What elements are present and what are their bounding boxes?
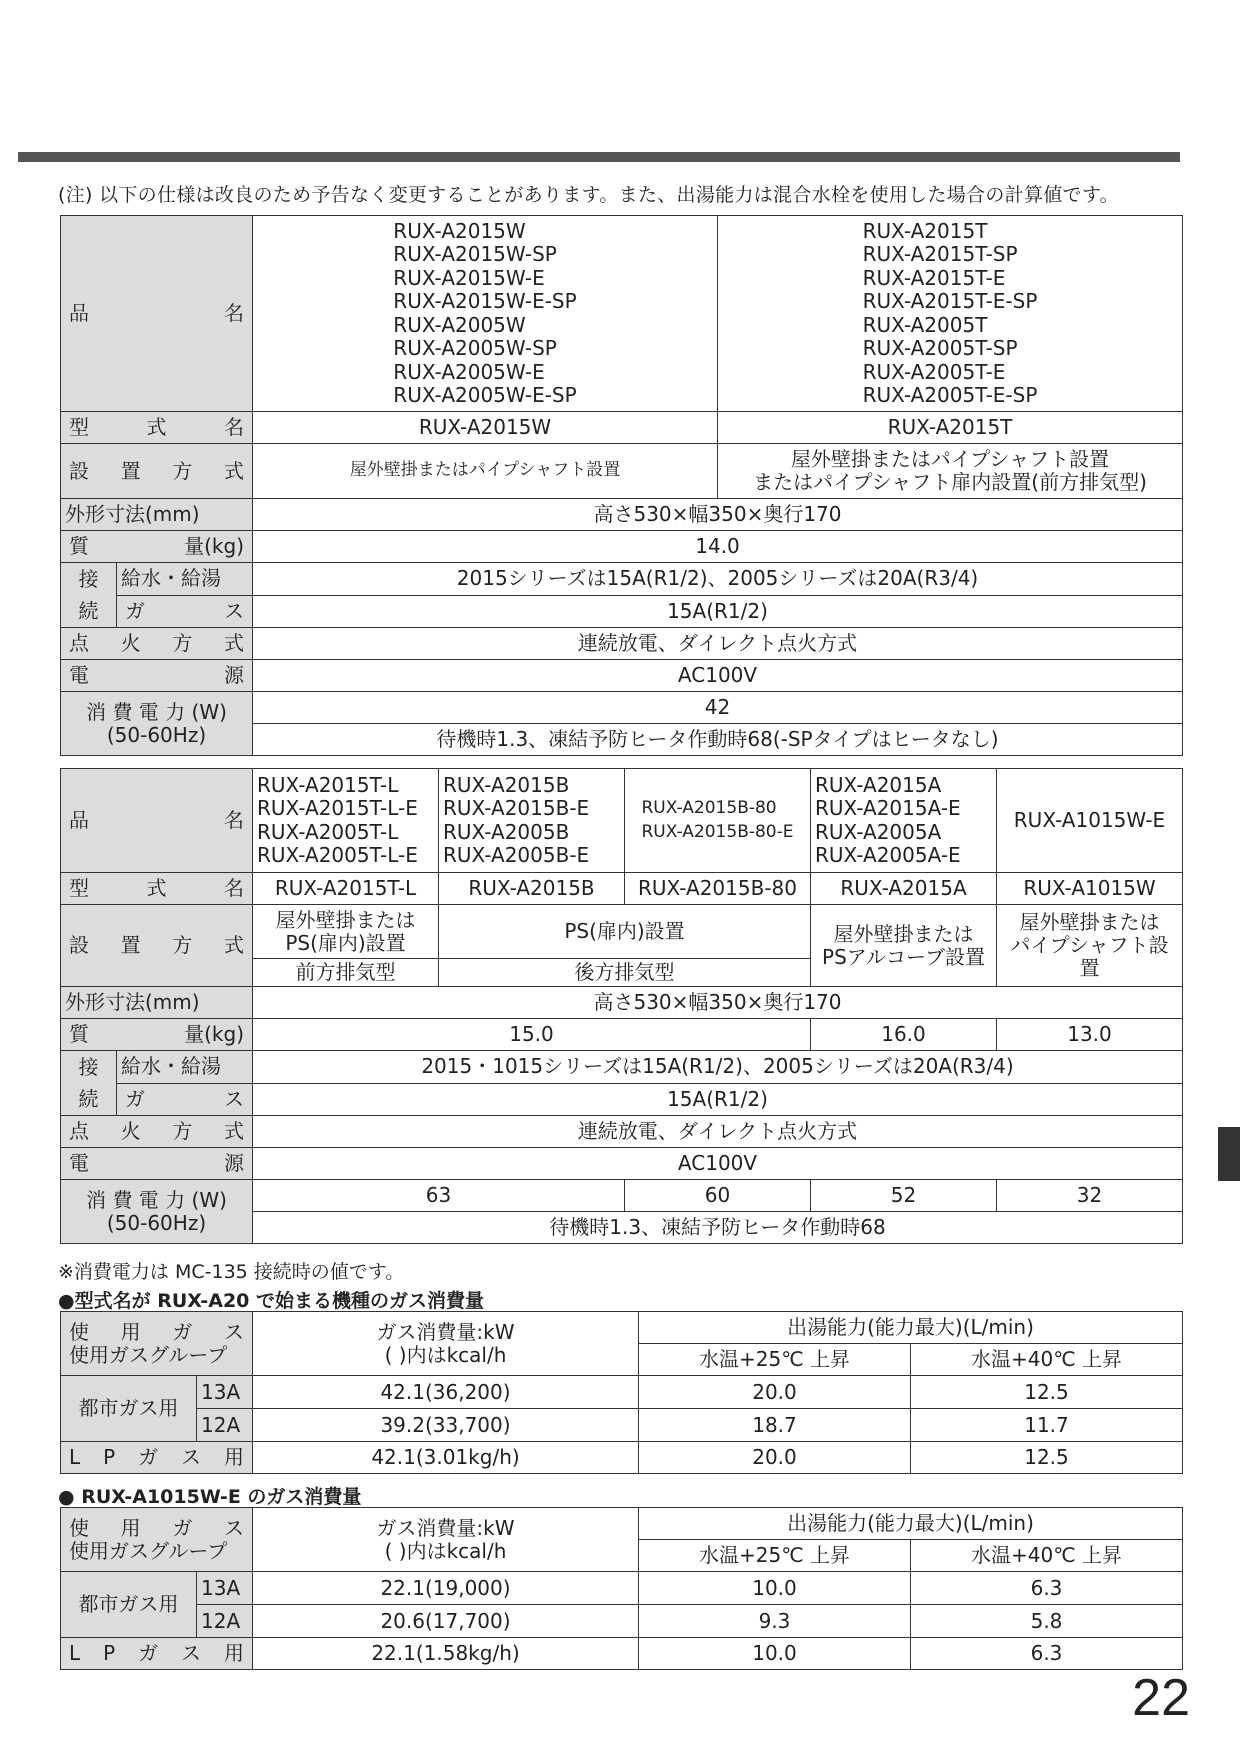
power-source: AC100V bbox=[253, 660, 1183, 692]
label-gas-consumption: ガス消費量:kW ( )内はkcal/h bbox=[253, 1312, 639, 1376]
model-list-t-l bbox=[253, 769, 439, 873]
label-rise-25: 水温+25℃ 上昇 bbox=[639, 1540, 911, 1572]
output-25: 18.7 bbox=[639, 1409, 911, 1442]
output-40: 12.5 bbox=[911, 1376, 1183, 1409]
label-lp-gas: L P ガ ス 用 bbox=[61, 1638, 253, 1670]
label-install: 設 置 方 式 bbox=[61, 905, 253, 987]
model-name: RUX-A2005A bbox=[815, 819, 942, 844]
type-w: RUX-A2015W bbox=[253, 412, 718, 444]
label-install: 設 置 方 式 bbox=[61, 444, 253, 499]
model-name: RUX-A2015T-E bbox=[862, 265, 1006, 290]
model-name: RUX-A2015T bbox=[862, 218, 988, 243]
output-25: 20.0 bbox=[639, 1442, 911, 1474]
model-name: RUX-A2005T-E-SP bbox=[862, 383, 1038, 407]
consumption-2: 60 bbox=[625, 1180, 811, 1212]
label-ignition: 点 火 方 式 bbox=[61, 628, 253, 660]
label-product-name: 品 名 bbox=[61, 769, 253, 873]
footnote: ※消費電力は MC-135 接続時の値です。 bbox=[58, 1261, 405, 1283]
output-25: 9.3 bbox=[639, 1605, 911, 1638]
label-lp-gas: L P ガ ス 用 bbox=[61, 1442, 253, 1474]
exhaust-front: 前方排気型 bbox=[253, 959, 439, 987]
model-list-b bbox=[439, 769, 625, 873]
page-number: 22 bbox=[1132, 1669, 1190, 1727]
model-name: RUX-A2005W bbox=[393, 312, 526, 337]
gas-consumption: 22.1(1.58kg/h) bbox=[253, 1638, 639, 1670]
power-source: AC100V bbox=[253, 1148, 1183, 1180]
standby-consumption: 待機時1.3、凍結予防ヒータ作動時68(-SPタイプはヒータなし) bbox=[253, 724, 1183, 756]
model-name: RUX-A2005T bbox=[862, 312, 988, 337]
model-list-t bbox=[718, 216, 1183, 412]
consumption-3: 52 bbox=[811, 1180, 997, 1212]
label-hot-water-output: 出湯能力(能力最大)(L/min) bbox=[639, 1312, 1183, 1344]
consumption-1: 63 bbox=[253, 1180, 625, 1212]
model-name: RUX-A2015W bbox=[393, 218, 526, 243]
model-name: RUX-A2015W-E bbox=[393, 265, 545, 290]
type-t: RUX-A2015T bbox=[718, 412, 1183, 444]
install-t-l: 屋外壁掛または PS(扉内)設置 bbox=[253, 905, 439, 959]
label-rise-40: 水温+40℃ 上昇 bbox=[911, 1540, 1183, 1572]
consumption-4: 32 bbox=[997, 1180, 1183, 1212]
type-1015: RUX-A1015W bbox=[997, 873, 1183, 905]
output-25: 20.0 bbox=[639, 1376, 911, 1409]
gas-connection: 15A(R1/2) bbox=[253, 1083, 1183, 1116]
label-power: 電 源 bbox=[61, 660, 253, 692]
label-gas-consumption: ガス消費量:kW ( )内はkcal/h bbox=[253, 1508, 639, 1572]
gas-consumption: 22.1(19,000) bbox=[253, 1572, 639, 1605]
standby-consumption: 待機時1.3、凍結予防ヒータ作動時68 bbox=[253, 1212, 1183, 1244]
gas-consumption: 42.1(3.01kg/h) bbox=[253, 1442, 639, 1474]
label-water: 給水・給湯 bbox=[117, 563, 253, 596]
label-gas-group: 使 用 ガ ス 使用ガスグループ bbox=[61, 1312, 253, 1376]
top-rule bbox=[18, 152, 1180, 162]
mass: 14.0 bbox=[253, 531, 1183, 563]
grade-12a: 12A bbox=[197, 1605, 253, 1638]
model-name: RUX-A2015B-80-E bbox=[641, 821, 794, 842]
label-dimensions: 外形寸法(mm) bbox=[61, 987, 253, 1019]
model-name: RUX-A2005T-E bbox=[862, 359, 1006, 384]
gas-table-1-heading: ●型式名が RUX-A20 で始まる機種のガス消費量 bbox=[58, 1290, 484, 1312]
label-dimensions: 外形寸法(mm) bbox=[61, 499, 253, 531]
model-list-a bbox=[811, 769, 997, 873]
label-mass: 質 量(kg) bbox=[61, 531, 253, 563]
label-water: 給水・給湯 bbox=[117, 1051, 253, 1084]
label-gas: ガ ス bbox=[117, 595, 253, 628]
model-name: RUX-A2015A-E bbox=[815, 796, 961, 820]
water-connection: 2015シリーズは15A(R1/2)、2005シリーズは20A(R3/4) bbox=[253, 563, 1183, 596]
output-40: 5.8 bbox=[911, 1605, 1183, 1638]
model-name: RUX-A2015A bbox=[815, 772, 942, 797]
mass-b: 15.0 bbox=[253, 1019, 811, 1051]
model-name: RUX-A2015T-L-E bbox=[257, 796, 418, 820]
model-name: RUX-A2015T-L bbox=[257, 772, 399, 797]
label-hot-water-output: 出湯能力(能力最大)(L/min) bbox=[639, 1508, 1183, 1540]
label-power: 電 源 bbox=[61, 1148, 253, 1180]
output-40: 11.7 bbox=[911, 1409, 1183, 1442]
type-t-l: RUX-A2015T-L bbox=[253, 873, 439, 905]
output-40: 6.3 bbox=[911, 1572, 1183, 1605]
gas-consumption: 20.6(17,700) bbox=[253, 1605, 639, 1638]
gas-table-2 bbox=[60, 1507, 1183, 1670]
ignition: 連続放電、ダイレクト点火方式 bbox=[253, 1116, 1183, 1148]
label-type-name: 型 式 名 bbox=[61, 873, 253, 905]
gas-connection: 15A(R1/2) bbox=[253, 595, 1183, 628]
label-city-gas: 都市ガス用 bbox=[61, 1376, 197, 1442]
model-list-w bbox=[253, 216, 718, 412]
output-25: 10.0 bbox=[639, 1572, 911, 1605]
install-a: 屋外壁掛または PSアルコーブ設置 bbox=[811, 905, 997, 987]
label-type-name: 型 式 名 bbox=[61, 412, 253, 444]
grade-12a: 12A bbox=[197, 1409, 253, 1442]
label-consumption: 消 費 電 力 (W) (50-60Hz) bbox=[61, 692, 253, 756]
spec-table-1 bbox=[60, 215, 1183, 756]
type-a: RUX-A2015A bbox=[811, 873, 997, 905]
model-name: RUX-A2005T-L bbox=[257, 819, 399, 844]
model-name: RUX-A2015B-E bbox=[443, 796, 590, 820]
mass-1015: 13.0 bbox=[997, 1019, 1183, 1051]
power-consumption: 42 bbox=[253, 692, 1183, 724]
label-rise-40: 水温+40℃ 上昇 bbox=[911, 1344, 1183, 1376]
label-mass: 質 量(kg) bbox=[61, 1019, 253, 1051]
exhaust-rear: 後方排気型 bbox=[439, 959, 811, 987]
gas-consumption: 42.1(36,200) bbox=[253, 1376, 639, 1409]
install-w: 屋外壁掛またはパイプシャフト設置 bbox=[253, 444, 718, 499]
model-name: RUX-A2005W-E-SP bbox=[393, 383, 577, 407]
spec-note: (注) 以下の仕様は改良のため予告なく変更することがあります。また、出湯能力は混合水栓を使用した場合の計算値です。 bbox=[58, 184, 1119, 206]
output-40: 6.3 bbox=[911, 1638, 1183, 1670]
output-40: 12.5 bbox=[911, 1442, 1183, 1474]
model-name: RUX-A2005A-E bbox=[815, 843, 961, 867]
label-rise-25: 水温+25℃ 上昇 bbox=[639, 1344, 911, 1376]
side-index-tab bbox=[1218, 1127, 1240, 1181]
install-b: PS(扉内)設置 bbox=[439, 905, 811, 959]
water-connection: 2015・1015シリーズは15A(R1/2)、2005シリーズは20A(R3/4) bbox=[253, 1051, 1183, 1084]
ignition: 連続放電、ダイレクト点火方式 bbox=[253, 628, 1183, 660]
model-name: RUX-A2015T-SP bbox=[862, 242, 1018, 266]
model-name: RUX-A2015B-80 bbox=[641, 798, 777, 818]
model-name: RUX-A2015W-SP bbox=[393, 242, 557, 266]
spec-table-2 bbox=[60, 768, 1183, 1244]
output-25: 10.0 bbox=[639, 1638, 911, 1670]
model-name: RUX-A2015W-E-SP bbox=[393, 289, 577, 313]
model-name: RUX-A2015B bbox=[443, 772, 570, 797]
model-name: RUX-A2005B-E bbox=[443, 843, 590, 867]
grade-13a: 13A bbox=[197, 1376, 253, 1409]
dimensions: 高さ530×幅350×奥行170 bbox=[253, 987, 1183, 1019]
mass-a: 16.0 bbox=[811, 1019, 997, 1051]
grade-13a: 13A bbox=[197, 1572, 253, 1605]
label-gas-group: 使 用 ガ ス 使用ガスグループ bbox=[61, 1508, 253, 1572]
label-product-name: 品 名 bbox=[61, 216, 253, 412]
label-gas: ガ ス bbox=[117, 1083, 253, 1116]
model-name: RUX-A2005W-SP bbox=[393, 336, 557, 360]
type-b: RUX-A2015B bbox=[439, 873, 625, 905]
gas-consumption: 39.2(33,700) bbox=[253, 1409, 639, 1442]
dimensions: 高さ530×幅350×奥行170 bbox=[253, 499, 1183, 531]
model-name: RUX-A2005W-E bbox=[393, 359, 545, 384]
label-connection: 接 続 bbox=[61, 1051, 117, 1116]
model-name: RUX-A2005T-L-E bbox=[257, 843, 418, 867]
type-b-80: RUX-A2015B-80 bbox=[625, 873, 811, 905]
gas-table-2-heading: ● RUX-A1015W-E のガス消費量 bbox=[58, 1486, 362, 1508]
label-consumption: 消 費 電 力 (W) (50-60Hz) bbox=[61, 1180, 253, 1244]
gas-table-1 bbox=[60, 1311, 1183, 1474]
label-ignition: 点 火 方 式 bbox=[61, 1116, 253, 1148]
install-1015: 屋外壁掛または パイプシャフト設置 bbox=[997, 905, 1183, 987]
install-t: 屋外壁掛またはパイプシャフト設置 またはパイプシャフト扉内設置(前方排気型) bbox=[718, 444, 1183, 499]
model-name: RUX-A2005B bbox=[443, 819, 570, 844]
model-name: RUX-A2005T-SP bbox=[862, 336, 1018, 360]
model-list-1015 bbox=[997, 769, 1183, 873]
model-name: RUX-A2015T-E-SP bbox=[862, 289, 1038, 313]
model-list-b-80 bbox=[625, 769, 811, 873]
label-connection: 接 続 bbox=[61, 563, 117, 628]
model-name: RUX-A1015W-E bbox=[1013, 807, 1166, 832]
label-city-gas: 都市ガス用 bbox=[61, 1572, 197, 1638]
